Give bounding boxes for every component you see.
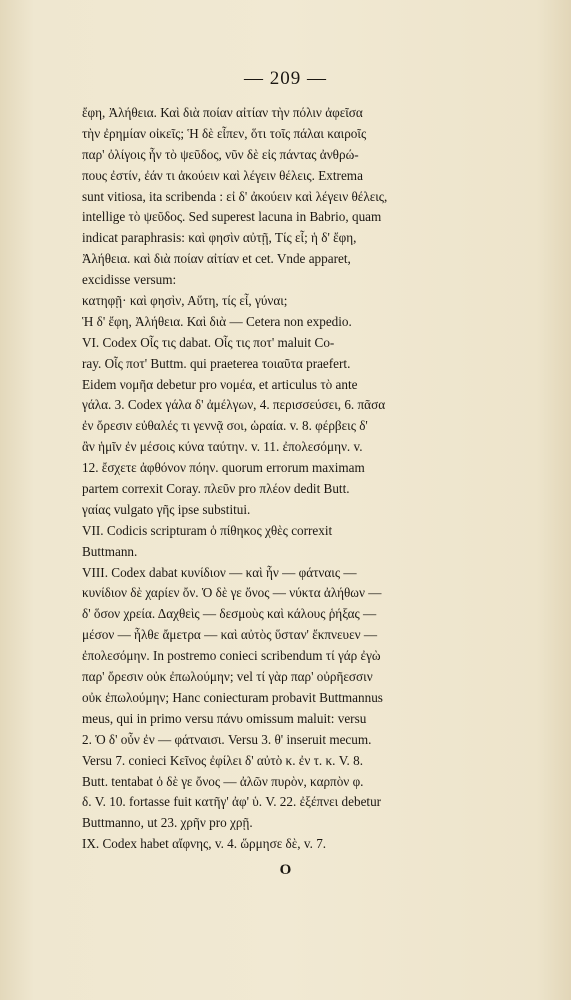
text-line: ἐπολεσόμην. In postremo conieci scribendum τί γάρ ἐγὼ (82, 648, 381, 664)
body-text (82, 103, 490, 855)
text-line: excidisse versum: (82, 272, 177, 288)
text-line: παρ' ὀλίγοις ἦν τὸ ψεῦδος, νῦν δὲ εἰς πάντας ἀνθρώ- (82, 146, 359, 162)
page-number: — 209 — (244, 68, 327, 89)
text-line: Buttmanno, ut 23. χρῆν pro χρῇ. (82, 815, 253, 831)
text-line: VII. Codicis scripturam ὁ πίθηκος χθὲς correxit (82, 522, 333, 538)
text-line: δ. V. 10. fortasse fuit κατῆγ' ἀφ' ὑ. V. 22. ἐξέπνει debetur (82, 794, 382, 810)
text-line: intellige τὸ ψεῦδος. Sed superest lacuna in Babrio, quam (82, 209, 382, 225)
signature-mark: O (279, 862, 292, 878)
text-line: ray. Οἷς ποτ' Buttm. qui praeterea τοιαῦτα praefert. (82, 355, 351, 371)
text-line: δ' ὅσον χρεία. Δαχθεὶς — δεσμοὺς καὶ κάλους ῥήξας — (82, 606, 377, 622)
text-line: παρ' ὄρεσιν οὐκ ἐπωλούμην; vel τί γὰρ παρ' οὐρῆεσσιν (82, 669, 373, 685)
text-line: Buttmann. (82, 543, 138, 559)
text-line: VI. Codex Οἷς τις dabat. Οἷς τις ποτ' maluit Co- (82, 334, 335, 350)
text-line: ἔφη, Ἀλήθεια. Καὶ διὰ ποίαν αἰτίαν τὴν πόλιν ἀφεῖσα (82, 105, 363, 120)
text-line: partem correxit Coray. πλεῦν pro πλέον dedit Butt. (82, 481, 350, 497)
text-line: indicat paraphrasis: καὶ φησὶν αὐτῇ, Τίς εἶ; ἡ δ' ἔφη, (82, 230, 357, 246)
text-line: γάλα. 3. Codex γάλα δ' ἀμέλγων, 4. περισσεύσει, 6. πᾶσα (82, 397, 386, 413)
text-line: IX. Codex habet αἴφνης, v. 4. ὥρμησε δὲ, v. 7. (82, 836, 327, 852)
text-line: ἂν ἡμῖν ἐν μέσοις κύνα ταύτην. v. 11. ἐπολεσόμην. v. (82, 439, 363, 455)
text-line: Ἡ δ' ἔφη, Ἀλήθεια. Καὶ διὰ — Cetera non expedio. (82, 313, 352, 329)
text-line: sunt vitiosa, ita scribenda : εἰ δ' ἀκούειν καὶ λέγειν θέλεις, (82, 188, 388, 204)
text-line: τὴν ἐρημίαν οἰκεῖς; Ἡ δὲ εἶπεν, ὅτι τοῖς πάλαι καιροῖς (82, 125, 367, 141)
text-line: 2. Ὁ δ' οὖν ἐν — φάτναισι. Versu 3. θ' inseruit mecum. (82, 731, 372, 747)
text-line: Ἀλήθεια. καὶ διὰ ποίαν αἰτίαν et cet. Vnde apparet, (82, 251, 351, 267)
text-line: Butt. tentabat ὁ δὲ γε ὄνος — ἀλῶν πυρὸν, καρπὸν φ. (82, 773, 364, 789)
text-line: ἐν ὄρεσιν εὐθαλές τι γεννᾷ σοι, ὡραία. v. 8. φέρβεις δ' (82, 418, 368, 434)
text-line: πους ἐστίν, ἐάν τι ἀκούειν καὶ λέγειν θέλεις. Extrema (82, 167, 363, 183)
text-line: VIII. Codex dabat κυνίδιον — καὶ ἦν — φάτναις — (82, 564, 357, 580)
text-line: κυνίδιον δὲ χαρίεν ὄν. Ὁ δὲ γε ὄνος — νύκτα ἀλήθων — (82, 585, 382, 601)
text-line: κατηφῇ· καὶ φησὶν, Αὕτη, τίς εἶ, γύναι; (82, 293, 288, 309)
text-line: γαίας vulgato γῆς ipse substitui. (82, 501, 251, 517)
text-line: Versu 7. conieci Κεῖνος ἐφίλει δ' αὐτὸ κ. ἐν τ. κ. V. 8. (82, 752, 364, 768)
text-line: οὐκ ἐπωλούμην; Hanc coniecturam probavit Buttmannus (82, 689, 383, 705)
text-line: 12. ἔσχετε ἀφθόνον πόην. quorum errorum maximam (82, 460, 365, 476)
text-line: μέσον — ἦλθε ἄμετρα — καὶ αὐτὸς ὕσταν' ἔκπνευεν — (82, 627, 378, 643)
text-line: Eidem νομῆα debetur pro νομέα, et articulus τὸ ante (82, 376, 358, 392)
text-line: meus, qui in primo versu πάνυ omissum maluit: versu (82, 710, 367, 726)
